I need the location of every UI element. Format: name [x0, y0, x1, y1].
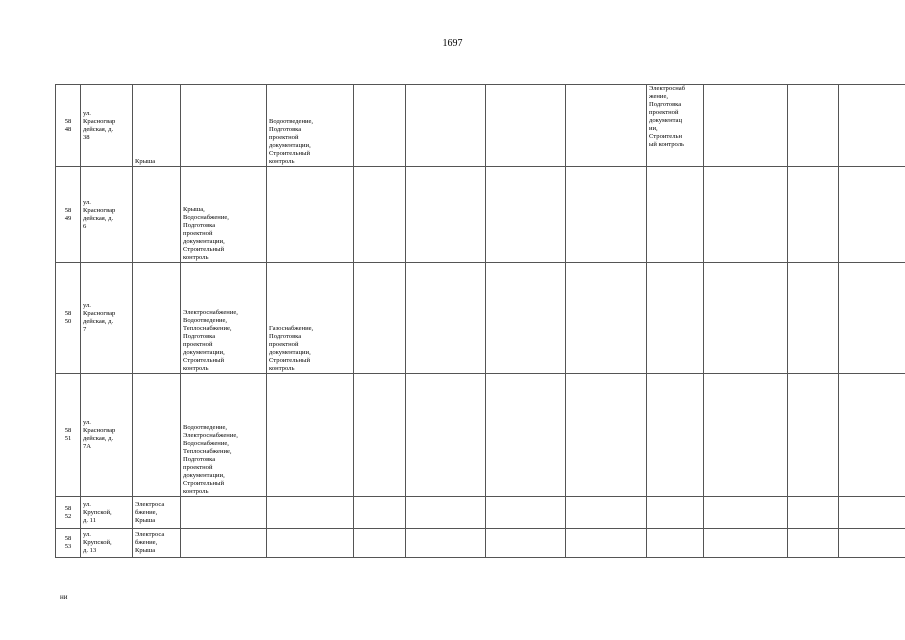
empty-cell [788, 497, 839, 529]
address-cell [81, 529, 133, 558]
empty-cell [839, 263, 905, 374]
empty-cell [566, 374, 647, 497]
row-number-cell [56, 167, 81, 263]
empty-cell [704, 374, 788, 497]
table-row [56, 85, 905, 167]
row-number: 58 51 [64, 427, 72, 442]
row-number-cell [56, 263, 81, 374]
work-type-cell [133, 529, 181, 558]
empty-cell [486, 497, 566, 529]
empty-cell [788, 529, 839, 558]
empty-cell [566, 167, 647, 263]
empty-cell [839, 497, 905, 529]
row-number: 58 50 [64, 310, 72, 325]
row-number-cell [56, 529, 81, 558]
address: ул. Крупской, д. 11 [83, 500, 112, 524]
work-type-cell [647, 374, 704, 497]
works-table [55, 84, 905, 558]
work-type-cell [133, 497, 181, 529]
work-type-cell [647, 167, 704, 263]
empty-cell [486, 263, 566, 374]
row-number: 58 48 [64, 117, 72, 133]
work-type-cell [133, 374, 181, 497]
table-body [56, 85, 905, 558]
empty-cell [704, 85, 788, 167]
work-type-cell [133, 85, 181, 167]
row-number: 58 53 [64, 535, 72, 550]
address: ул. Крупской, д. 13 [83, 531, 112, 554]
empty-cell [354, 529, 406, 558]
work-type-cell [267, 374, 354, 497]
work-type: Крыша, Водоснабжение, Подготовка проектной документации, Строительный контроль [183, 206, 229, 261]
empty-cell [566, 497, 647, 529]
empty-cell [704, 167, 788, 263]
table-row [56, 374, 905, 497]
work-type: Электроса бжение, Крыша [135, 500, 165, 524]
empty-cell [406, 85, 486, 167]
empty-cell [788, 263, 839, 374]
table-row [56, 497, 905, 529]
work-type: Электроснабжение, Водоотведение, Теплоснабжение, Подготовка проектной документации, Строительный контроль [183, 309, 238, 372]
address-cell [81, 263, 133, 374]
row-number-cell [56, 374, 81, 497]
empty-cell [788, 374, 839, 497]
work-type: Водоотведение, Электроснабжение, Водоснабжение, Теплоснабжение, Подготовка проектной документации, Строительный контроль [183, 424, 238, 495]
address: ул. Красногвар дейская, д. 7 [83, 302, 116, 333]
work-type-cell [181, 529, 267, 558]
work-type-cell [181, 167, 267, 263]
empty-cell [839, 529, 905, 558]
page-number: 1697 [442, 38, 463, 49]
work-type-cell [181, 497, 267, 529]
work-type-cell [647, 263, 704, 374]
empty-cell [354, 85, 406, 167]
table-row [56, 529, 905, 558]
empty-cell [406, 167, 486, 263]
work-type: Водоотведение, Подготовка проектной документации, Строительный контроль [269, 118, 314, 165]
empty-cell [566, 529, 647, 558]
empty-cell [788, 85, 839, 167]
empty-cell [406, 497, 486, 529]
empty-cell [354, 167, 406, 263]
empty-cell [406, 263, 486, 374]
empty-cell [354, 374, 406, 497]
address-cell [81, 85, 133, 167]
table-row [56, 167, 905, 263]
empty-cell [704, 529, 788, 558]
work-type-cell [181, 263, 267, 374]
work-type-cell [267, 529, 354, 558]
address-cell [81, 374, 133, 497]
work-type-cell [267, 497, 354, 529]
work-type-cell [647, 497, 704, 529]
empty-cell [566, 85, 647, 167]
work-type: Газоснабжение, Подготовка проектной документации, Строительный контроль [269, 325, 314, 372]
work-type-cell [267, 85, 354, 167]
empty-cell [354, 497, 406, 529]
empty-cell [839, 374, 905, 497]
empty-cell [486, 374, 566, 497]
row-number-cell [56, 85, 81, 167]
work-type-cell [647, 529, 704, 558]
footnote: ни [60, 593, 68, 601]
row-number: 58 52 [64, 504, 72, 520]
address-cell [81, 167, 133, 263]
empty-cell [839, 85, 905, 167]
row-number-cell [56, 497, 81, 529]
work-type: Электроснаб жение, Подготовка проектной документац ии, Строительн ый контроль [649, 85, 686, 148]
work-type-cell [267, 167, 354, 263]
work-type-cell [133, 263, 181, 374]
work-type: Крыша [135, 158, 156, 165]
empty-cell [486, 167, 566, 263]
empty-cell [486, 85, 566, 167]
empty-cell [704, 263, 788, 374]
work-type-cell [267, 263, 354, 374]
address: ул. Красногвар дейская, д. 6 [83, 198, 116, 230]
work-type-cell [647, 85, 704, 167]
empty-cell [566, 263, 647, 374]
table-row [56, 263, 905, 374]
empty-cell [788, 167, 839, 263]
address: ул. Красногвар дейская, д. 38 [83, 109, 116, 141]
empty-cell [704, 497, 788, 529]
address: ул. Красногвар дейская, д. 7А [83, 419, 116, 450]
empty-cell [354, 263, 406, 374]
address-cell [81, 497, 133, 529]
empty-cell [486, 529, 566, 558]
work-type-cell [181, 85, 267, 167]
row-number: 58 49 [64, 206, 72, 222]
work-type-cell [181, 374, 267, 497]
work-type: Электроса бжение, Крыша [135, 531, 165, 554]
empty-cell [839, 167, 905, 263]
work-type-cell [133, 167, 181, 263]
empty-cell [406, 529, 486, 558]
empty-cell [406, 374, 486, 497]
